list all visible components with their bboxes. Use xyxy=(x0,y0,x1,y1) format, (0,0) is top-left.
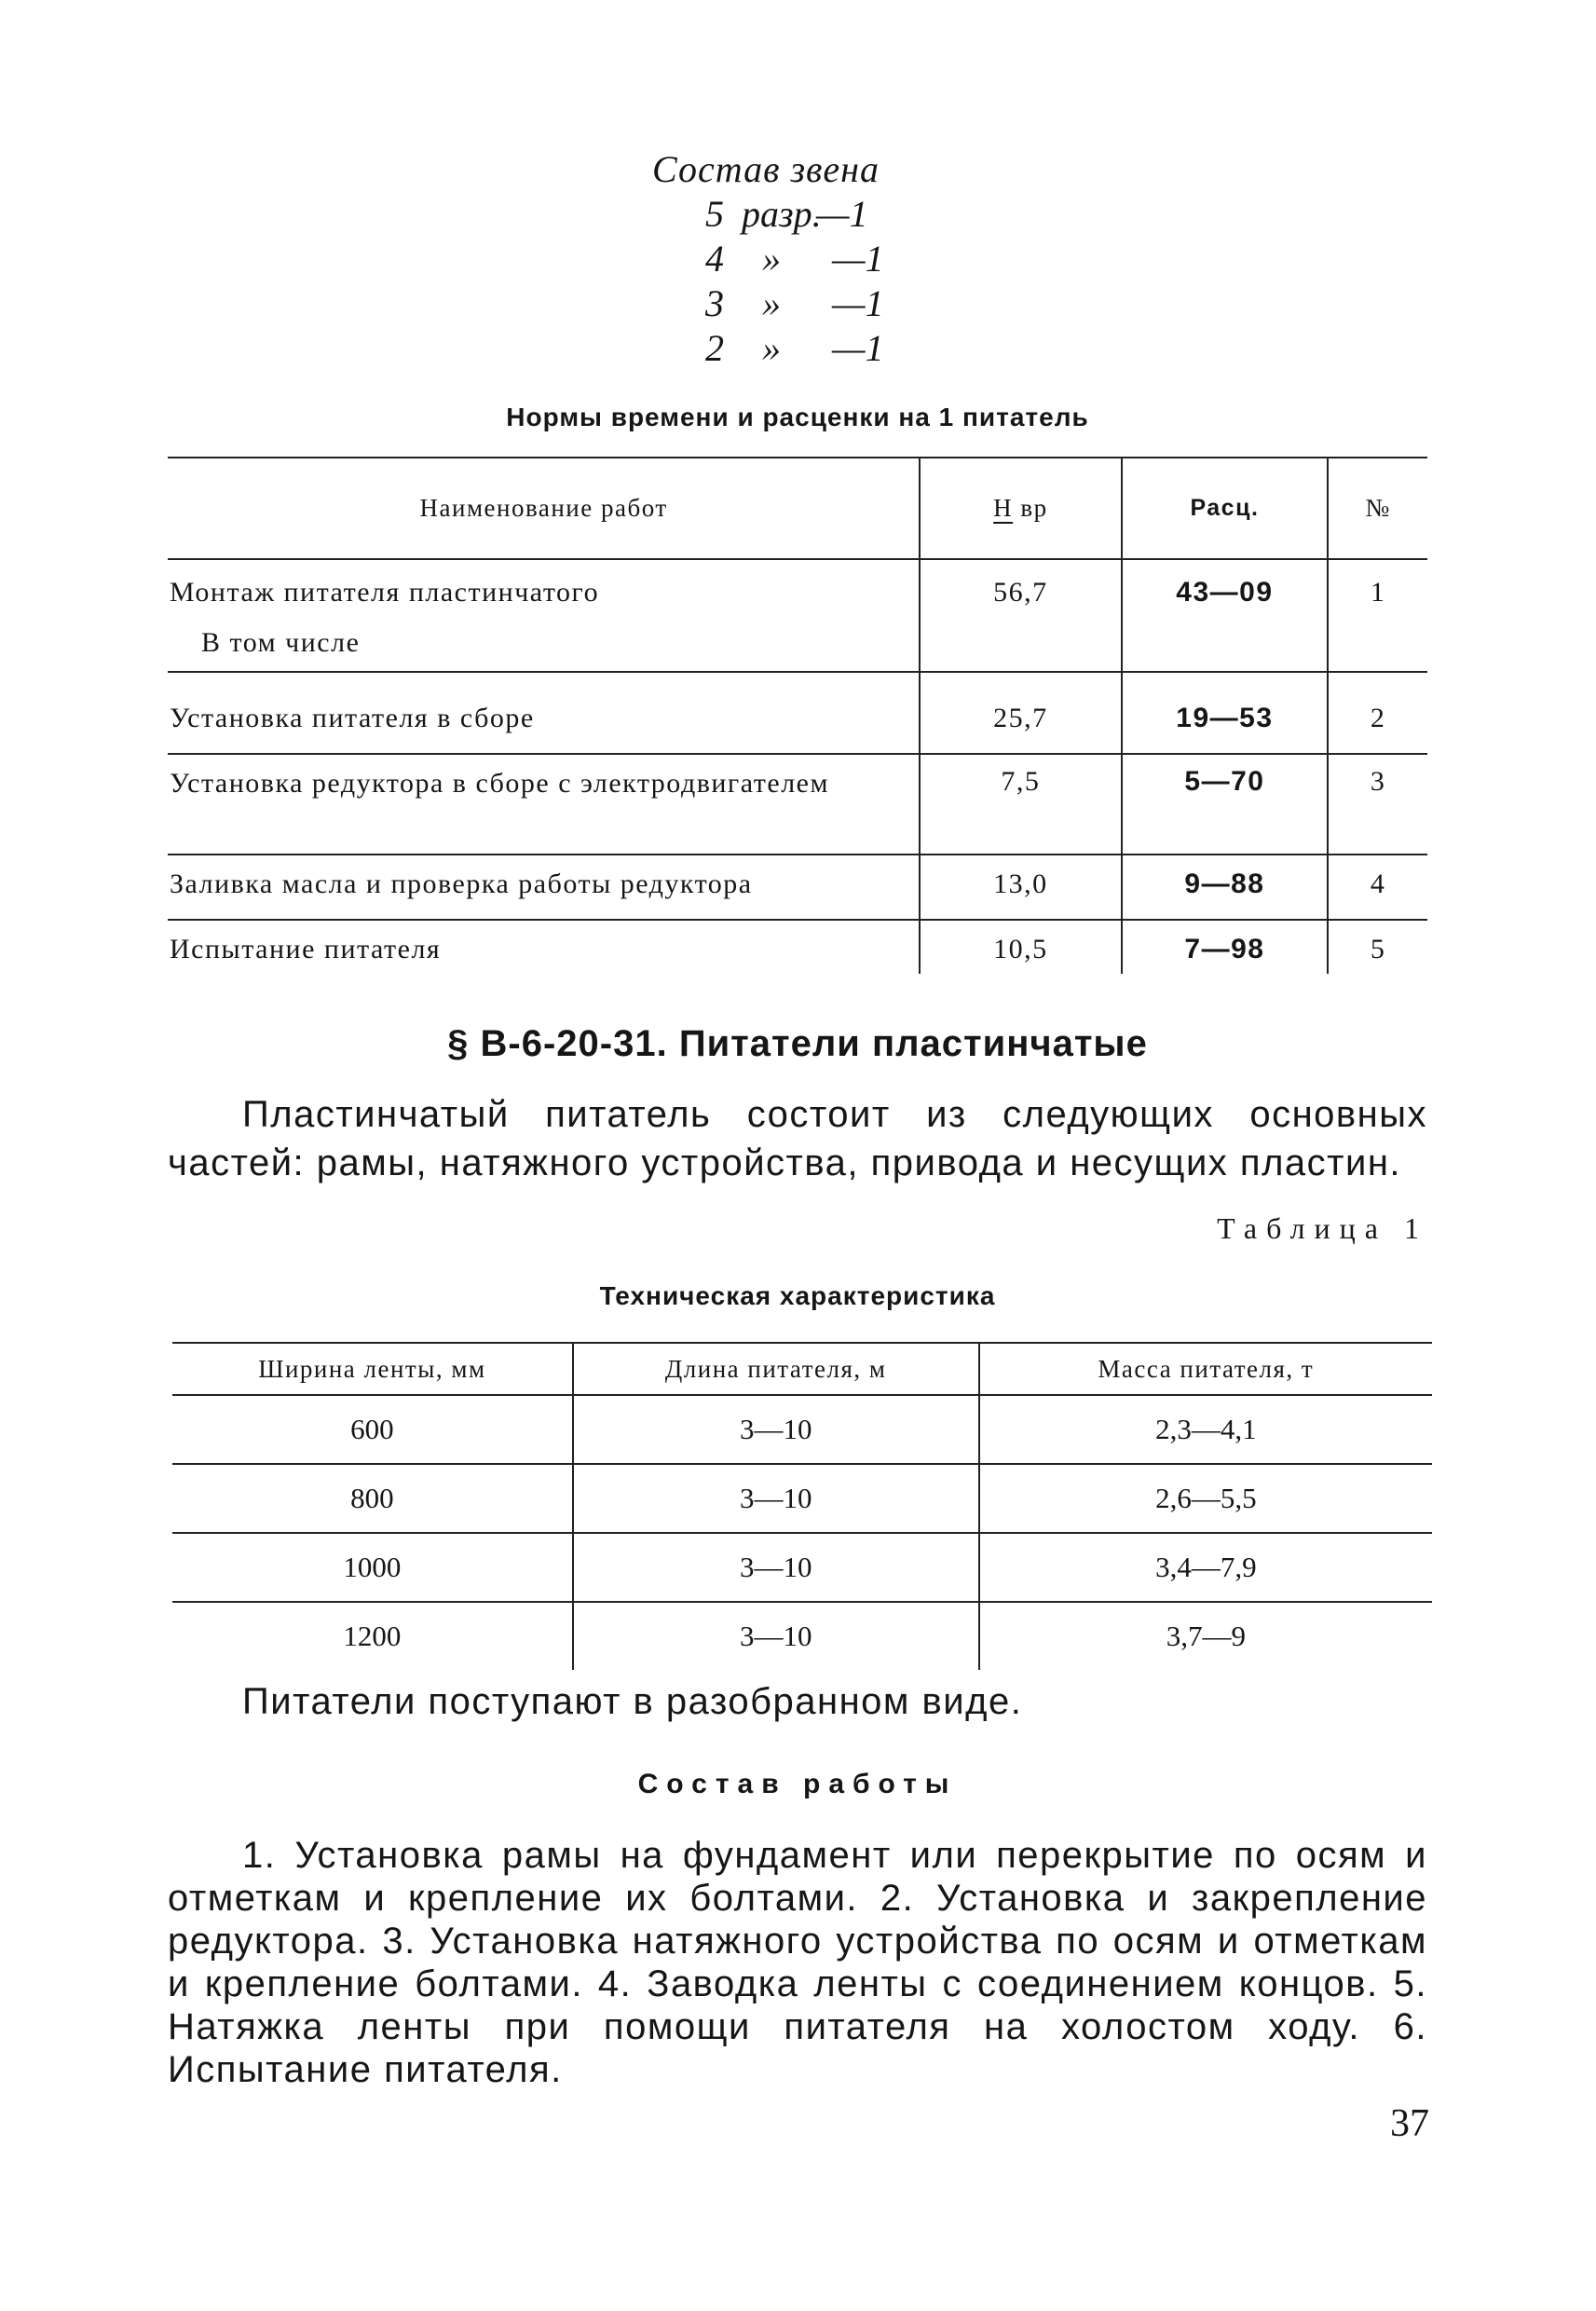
work-name-cell: Заливка масла и проверка работы редуктора xyxy=(168,855,920,920)
rate-cell: 5—70 xyxy=(1122,754,1329,855)
header-time-norm-rest: вр xyxy=(1013,494,1048,522)
rate-cell: 7—98 xyxy=(1122,920,1329,974)
work-name-cell xyxy=(168,559,920,672)
table-row xyxy=(172,1602,1432,1670)
table-row xyxy=(172,1395,1432,1464)
work-name: Монтаж питателя пластинчатого xyxy=(170,577,600,608)
time-norm-cell: 25,7 xyxy=(920,672,1121,754)
tech-table-title: Техническая характеристика xyxy=(599,1281,996,1310)
belt-width-cell: 1200 xyxy=(343,1620,402,1652)
crew-grade: 4 xyxy=(705,238,724,280)
crew-count: —1 xyxy=(832,327,884,369)
time-norm-cell: 7,5 xyxy=(920,754,1121,855)
feeder-mass-cell: 3,7—9 xyxy=(979,1602,1432,1670)
crew-grade: 2 xyxy=(705,327,724,369)
section-title: § В-6-20-31. Питатели пластинчатые xyxy=(447,1023,1148,1064)
header-rate: Расц. xyxy=(1122,458,1329,559)
belt-width-cell: 800 xyxy=(172,1464,573,1533)
crew-count: —1 xyxy=(832,238,884,280)
time-norm-cell: 56,7 xyxy=(920,559,1121,672)
header-belt-width: Ширина ленты, мм xyxy=(172,1343,573,1395)
feeder-length-cell: 3—10 xyxy=(573,1533,979,1602)
number-cell: 2 xyxy=(1328,672,1427,754)
table-header-row xyxy=(172,1343,1432,1395)
time-norm-cell: 13,0 xyxy=(920,855,1121,920)
work-name-cell: Установка питателя в сборе xyxy=(168,672,920,754)
crew-unit: » xyxy=(762,327,781,369)
crew-row xyxy=(652,192,950,237)
crew-unit: » xyxy=(762,238,781,280)
rate-cell: 43—09 xyxy=(1122,559,1329,672)
crew-row xyxy=(652,237,950,281)
table-row xyxy=(172,1464,1432,1533)
time-norm-cell: 10,5 xyxy=(920,920,1121,974)
crew-grade: 5 xyxy=(705,193,724,235)
crew-unit: » xyxy=(762,282,781,324)
feeder-mass-cell: 2,3—4,1 xyxy=(979,1395,1432,1464)
crew-row xyxy=(652,281,950,326)
header-feeder-mass: Масса питателя, т xyxy=(979,1343,1432,1395)
number-cell: 5 xyxy=(1328,920,1427,974)
table-row xyxy=(168,754,1427,855)
table-header-row xyxy=(168,458,1427,559)
table-row xyxy=(172,1533,1432,1602)
feeder-mass-cell: 3,4—7,9 xyxy=(979,1533,1432,1602)
crew-row xyxy=(652,326,950,371)
crew-unit: разр. xyxy=(742,193,822,235)
work-name-cell: Испытание питателя xyxy=(170,934,442,964)
table-row xyxy=(168,559,1427,672)
page-number: 37 xyxy=(1390,2102,1429,2145)
rate-cell: 9—88 xyxy=(1122,855,1329,920)
belt-width-cell: 600 xyxy=(172,1395,573,1464)
norms-table-title: Нормы времени и расценки на 1 питатель xyxy=(506,403,1089,431)
feeder-length-cell: 3—10 xyxy=(573,1395,979,1464)
crew-title: Состав звена xyxy=(652,148,880,190)
table-label: Таблица 1 xyxy=(1217,1211,1428,1245)
crew-composition xyxy=(652,147,950,371)
number-cell: 3 xyxy=(1328,754,1427,855)
work-composition-title: Состав работы xyxy=(637,1769,958,1799)
work-subnote: В том числе xyxy=(201,627,361,658)
feeder-mass-cell: 2,6—5,5 xyxy=(979,1464,1432,1533)
header-work-name: Наименование работ xyxy=(168,458,920,559)
norms-table xyxy=(168,457,1427,974)
crew-count: —1 xyxy=(832,282,884,324)
belt-width-cell: 1000 xyxy=(172,1533,573,1602)
work-name-cell: Установка редуктора в сборе с электродвигателем xyxy=(168,754,920,855)
feeder-length-cell: 3—10 xyxy=(573,1464,979,1533)
work-composition-body: 1. Установка рамы на фундамент или перекрытие по осям и отметкам и крепление их болтами. 2. Установка и закрепление редуктора. 3. Установка натяжного устройства по осям и отметкам и крепление болтами. 4. Заводка ленты с соединением концов. 5. Натяжка ленты при помощи питателя на холостом ходу. 6. Испытание питателя. xyxy=(168,1835,1427,2090)
rate-cell: 19—53 xyxy=(1122,672,1329,754)
table-row xyxy=(168,920,1427,974)
table-row xyxy=(168,855,1427,920)
section-body: Пластинчатый питатель состоит из следующих основных частей: рамы, натяжного устройства, привода и несущих пластин. xyxy=(168,1094,1427,1183)
crew-count: —1 xyxy=(816,193,868,235)
header-time-norm-h: Н xyxy=(993,494,1014,522)
supply-note: Питатели поступают в разобранном виде. xyxy=(242,1681,1023,1722)
header-number: № xyxy=(1328,458,1427,559)
feeder-length-cell: 3—10 xyxy=(573,1602,979,1670)
table-row xyxy=(168,672,1427,754)
number-cell: 4 xyxy=(1328,855,1427,920)
header-time-norm xyxy=(920,458,1121,559)
tech-table xyxy=(172,1342,1432,1670)
header-feeder-length: Длина питателя, м xyxy=(573,1343,979,1395)
crew-grade: 3 xyxy=(705,282,724,324)
number-cell: 1 xyxy=(1328,559,1427,672)
